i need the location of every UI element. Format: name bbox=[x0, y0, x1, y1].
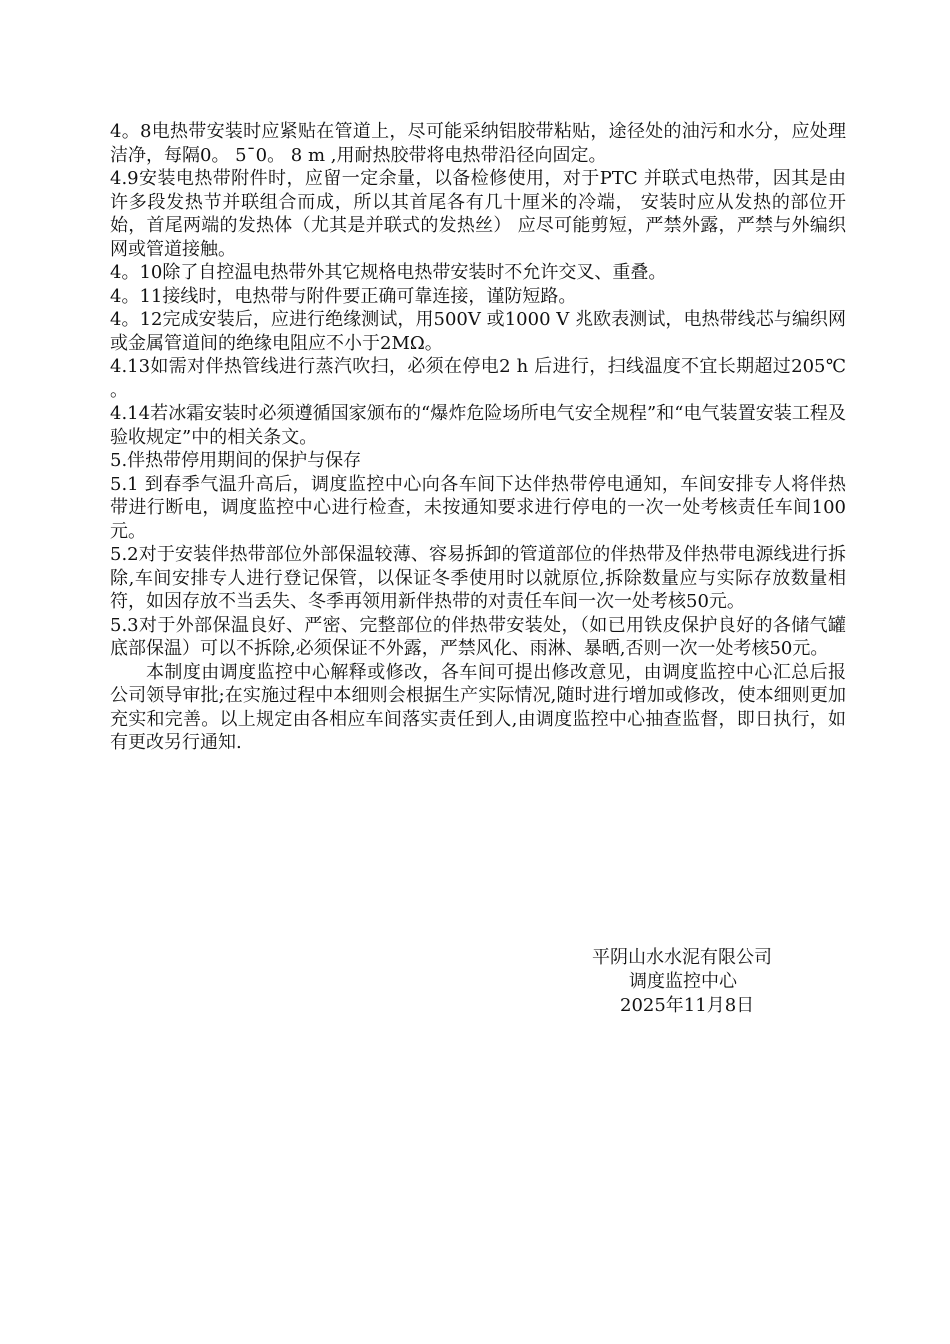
section-5-1-paragraph: 5.1 到春季气温升高后，调度监控中心向各车间下达伴热带停电通知，车间安排专人将伴热带进行断电，调度监控中心进行检查，未按通知要求进行停电的一次一处考核责任车间100元。 bbox=[110, 473, 846, 542]
section-4-9-paragraph: 4.9安装电热带附件时，应留一定余量，以备检修使用，对于PTC 并联式电热带，因其是由许多段发热节并联组合而成，所以其首尾各有几十厘米的冷端， 安装时应从发热的部位开始，首尾两端的发热体（尤其是并联式的发热丝） 应尽可能剪短，严禁外露，严禁与外编织网或管道接触。 bbox=[110, 168, 846, 260]
section-4-12-paragraph: 4。12完成安装后，应进行绝缘测试，用500V 或1000 V 兆欧表测试，电热带线芯与编织网或金属管道间的绝缘电阻应不小于2MΩ。 bbox=[110, 309, 846, 354]
section-4-8-paragraph: 4。8电热带安装时应紧贴在管道上，尽可能采纳铝胶带粘贴，途径处的油污和水分，应处理洁净，每隔0。 5¯0。 8 m ,用耐热胶带将电热带沿径向固定。 bbox=[110, 121, 846, 166]
section-5-3-paragraph: 5.3对于外部保温良好、严密、完整部位的伴热带安装处，（如已用铁皮保护良好的各储气罐底部保温）可以不拆除,必须保证不外露，严禁风化、雨淋、暴晒,否则一次一处考核50元。 bbox=[110, 614, 846, 659]
signature-date: 2025年11月8日 bbox=[620, 995, 755, 1016]
signature-block bbox=[560, 946, 860, 1018]
section-4-13-paragraph: 4.13如需对伴热管线进行蒸汽吹扫，必须在停电2 h 后进行，扫线温度不宜长期超过205℃ 。 bbox=[110, 356, 846, 401]
section-5-heading: 5.伴热带停用期间的保护与保存 bbox=[110, 450, 362, 471]
document-body bbox=[110, 120, 846, 755]
section-5-2-paragraph: 5.2对于安装伴热带部位外部保温较薄、容易拆卸的管道部位的伴热带及伴热带电源线进行拆除,车间安排专人进行登记保管，以保证冬季使用时以就原位,拆除数量应与实际存放数量相符，如因存放不当丢失、冬季再领用新伴热带的对责任车间一次一处考核50元。 bbox=[110, 544, 846, 612]
signature-department: 调度监控中心 bbox=[629, 971, 737, 992]
section-4-10-paragraph: 4。10除了自控温电热带外其它规格电热带安装时不允许交叉、重叠。 bbox=[110, 262, 667, 283]
closing-paragraph: 本制度由调度监控中心解释或修改，各车间可提出修改意见，由调度监控中心汇总后报公司领导审批;在实施过程中本细则会根据生产实际情况,随时进行增加或修改，使本细则更加充实和完善。以上规定由各相应车间落实责任到人,由调度监控中心抽查监督，即日执行，如有更改另行通知. bbox=[110, 661, 846, 753]
signature-company: 平阴山水水泥有限公司 bbox=[592, 947, 772, 968]
section-4-11-paragraph: 4。11接线时，电热带与附件要正确可靠连接，谨防短路。 bbox=[110, 285, 577, 307]
section-4-14-paragraph: 4.14若冰霜安装时必须遵循国家颁布的“爆炸危险场所电气安全规程”和“电气装置安装工程及验收规定”中的相关条文。 bbox=[110, 403, 846, 448]
